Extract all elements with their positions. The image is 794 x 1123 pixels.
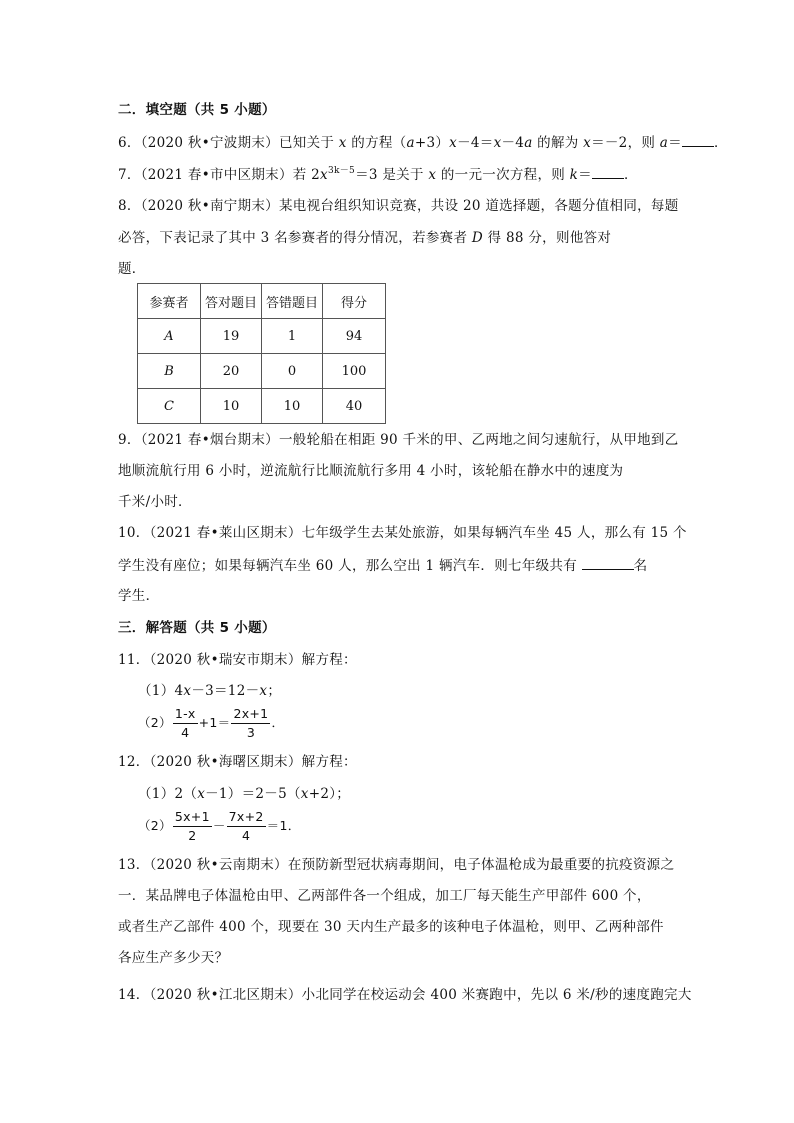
table-cell: 100 <box>323 354 386 389</box>
question-14: 14．（2020 秋•江北区期末）小北同学在校运动会 400 米赛跑中，先以 6 米/秒的速度跑完大 <box>118 987 692 1003</box>
section-3-title: 三．解答题（共 5 小题） <box>118 620 276 636</box>
score-table <box>137 283 386 424</box>
table-cell: 0 <box>262 354 323 389</box>
table-cell: 1 <box>262 319 323 354</box>
fraction: $\frac{2x+1}{3}$ <box>233 706 269 740</box>
table-row <box>138 354 386 389</box>
fraction: $\frac{5x+1}{2}$ <box>174 809 210 843</box>
header-cell: 答对题目 <box>201 284 262 319</box>
header-cell: 得分 <box>323 284 386 319</box>
fraction: $\frac{7x+2}{4}$ <box>228 809 264 843</box>
table-cell: 10 <box>201 389 262 424</box>
answer-blank[interactable] <box>592 164 624 179</box>
table-cell: B <box>138 354 201 389</box>
header-cell: 参赛者 <box>138 284 201 319</box>
question-7: 7．（2021 春•市中区期末）若 $2x^{3k-5}=3$ 是关于 x 的一元一次方程，则 k＝ ． <box>118 166 638 183</box>
table-cell: 40 <box>323 389 386 424</box>
table-cell: C <box>138 389 201 424</box>
table-header-row <box>138 284 386 319</box>
table-cell: 10 <box>262 389 323 424</box>
fraction: $\frac{1-x}{4}$ <box>174 706 196 740</box>
table-cell: A <box>138 319 201 354</box>
table-cell: 20 <box>201 354 262 389</box>
question-6: 6．（2020 秋•宁波期末）已知关于 x 的方程（a+3）x－4＝x－4a 的解为 x＝－2，则 a＝ ． <box>118 132 728 153</box>
table-row <box>138 319 386 354</box>
answer-blank[interactable] <box>682 132 714 147</box>
exam-page: 二．填空题（共 5 小题） 6．（2020 秋•宁波期末）已知关于 x 的方程（a+3）x－4＝x－4a 的解为 x＝－2，则 a＝ ． 7．（2021 春•市中区期末）若 $2x^{3k-5}=3$ 是关于 x 的一元一次方程，则 k＝ ． 8．（2020 秋•南宁期末）某电视台组织知识竞赛，共设 20 道选择题，各题分值相同，每题 必答，下表记录了其中 3 名参赛者的得分情况，若参赛者 D 得 88 分，则他答对 题． 参赛者 答对题目 答错题目 得分 A 19 1 94 B 20 0 100 C 10 10 40 9．（2021 春•烟台期末）一般轮船在相距 90 千米的甲、乙两地之间匀速航行，从甲地到乙 地顺流航行用 6 小时，逆流航行比顺流航行多用 4 小时，该轮船在静水中的速度为 千米/小时． 10．（2021 春•莱山区期末）七年级学生去某处旅游，如果每辆汽车坐 45 人，那么有 15 个 学生没有座位；如果每辆汽车坐 60 人，那么空出 1 辆汽车．则七年级共有 名 学生． 三．解答题（共 5 小题） 11．（2020 秋•瑞安市期末）解方程： （1）4x－3＝12－x； （2） $\frac{1-x}{4}$ +1＝ $\frac{2x+1}{3}$ ． 12．（2020 秋•海曙区期末）解方程： （1）2（x－1）＝2－5（x+2）； （2） $\frac{5x+1}{2}$ － $\frac{7x+2}{4}$ ＝1． 13．（2020 秋•云南期末）在预防新型冠状病毒期间，电子体温枪成为最重要的抗疫资源之 一．某品牌电子体温枪由甲、乙两部件各一个组成，加工厂每天能生产甲部件 600 个， 或者生产乙部件 400 个，现要在 30 天内生产最多的该种电子体温枪，则甲、乙两种部件 各应生产多少天？ 14．（2020 秋•江北区期末）小北同学在校运动会 400 米赛跑中，先以 6 米/秒的速度跑完大 <box>118 102 728 1003</box>
table-row <box>138 389 386 424</box>
header-cell: 答错题目 <box>262 284 323 319</box>
section-2-title: 二．填空题（共 5 小题） <box>118 102 276 118</box>
table-cell: 94 <box>323 319 386 354</box>
table-cell: 19 <box>201 319 262 354</box>
answer-blank[interactable] <box>582 555 634 570</box>
